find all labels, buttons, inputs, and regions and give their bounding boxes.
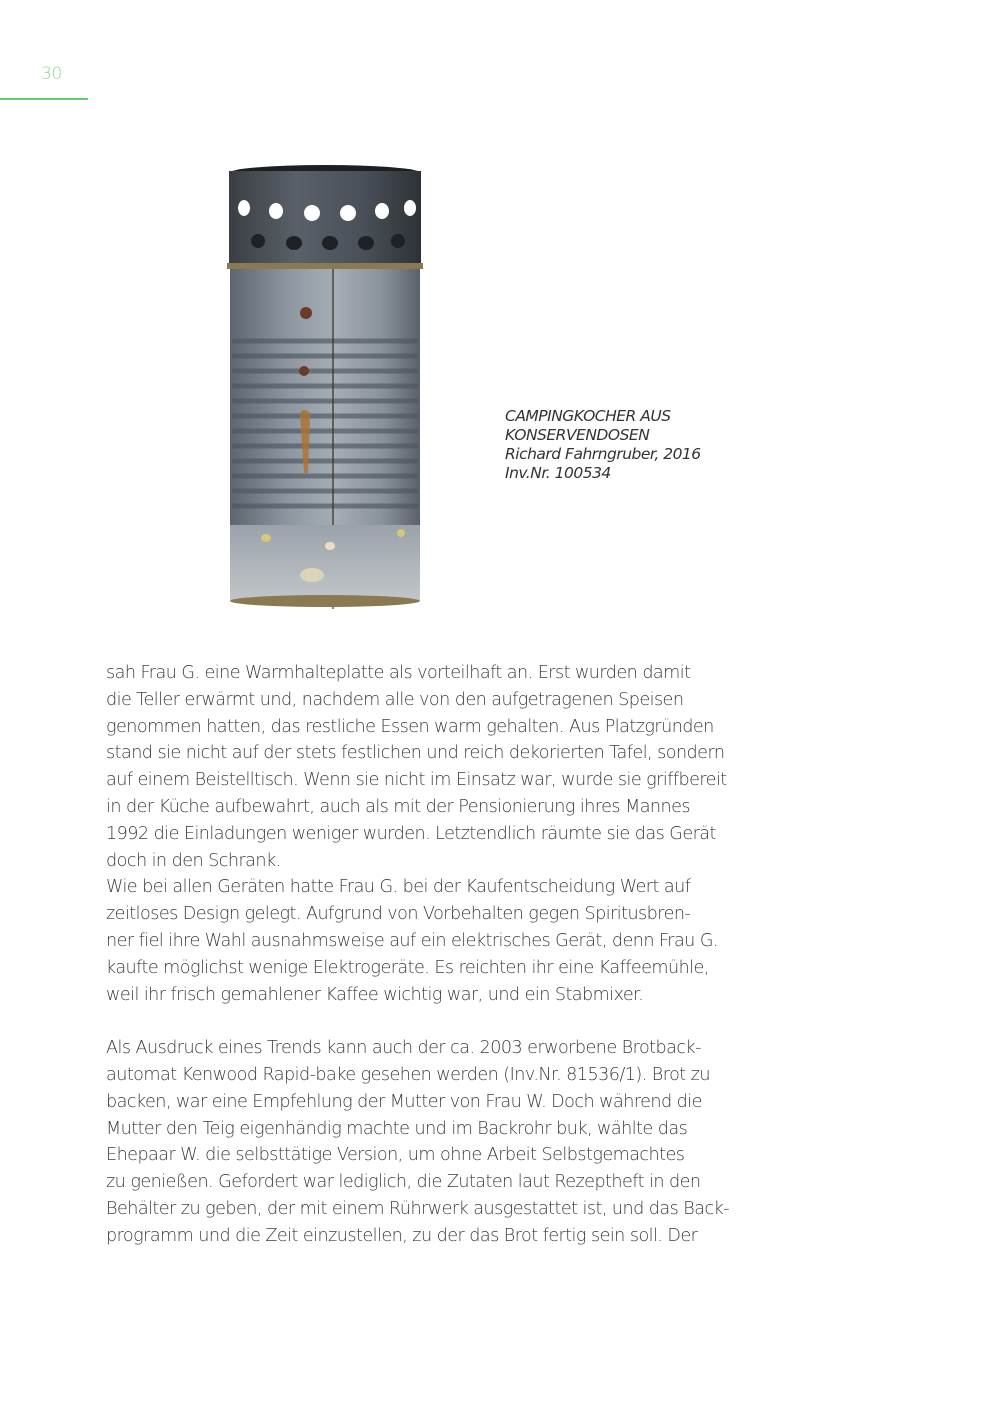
text-line: kaufte möglichst wenige Elektrogeräte. Es reichten ihr eine Kaffeemühle, — [106, 957, 709, 978]
text-line: automat Kenwood Rapid-bake gesehen werden (Inv.Nr. 81536/1). Brot zu — [106, 1064, 710, 1085]
caption-inventory-number: Inv.Nr. 100534 — [505, 464, 611, 482]
text-line: zu genießen. Gefordert war lediglich, die Zutaten laut Rezeptheft in den — [106, 1172, 701, 1193]
text-line: Wie bei allen Geräten hatte Frau G. bei der Kaufentscheidung Wert auf — [106, 877, 691, 898]
text-line: Behälter zu geben, der mit einem Rührwerk ausgestattet ist, und das Back- — [106, 1198, 730, 1219]
text-line: stand sie nicht auf der stets festlichen und reich dekorierten Tafel, sondern — [106, 743, 725, 764]
text-line: in der Küche aufbewahrt, auch als mit der Pensionierung ihres Mannes — [106, 796, 691, 817]
caption-title-line1: CAMPINGKOCHER AUS — [505, 407, 671, 425]
text-line: backen, war eine Empfehlung der Mutter von Frau W. Doch während die — [106, 1091, 702, 1112]
paragraph-2 — [106, 874, 786, 1008]
caption-title-line2: KONSERVENDOSEN — [505, 426, 650, 444]
caption-author-year: Richard Fahrngruber, 2016 — [505, 445, 701, 463]
text-line: doch in den Schrank. — [106, 850, 281, 871]
text-line: genommen hatten, das restliche Essen warm gehalten. Aus Platzgründen — [106, 716, 714, 737]
text-line: die Teller erwärmt und, nachdem alle von den aufgetragenen Speisen — [106, 689, 684, 710]
figure-caption — [505, 407, 701, 483]
text-line: ner fiel ihre Wahl ausnahmsweise auf ein elektrisches Gerät, denn Frau G. — [106, 930, 718, 951]
text-line: auf einem Beistelltisch. Wenn sie nicht im Einsatz war, wurde sie griffbereit — [106, 770, 727, 791]
text-line: programm und die Zeit einzustellen, zu der das Brot fertig sein soll. Der — [106, 1225, 698, 1246]
page-number: 30 — [41, 64, 62, 84]
text-line: Ehepaar W. die selbsttätige Version, um ohne Arbeit Selbstgemachtes — [106, 1145, 685, 1166]
page-number-rule — [0, 98, 88, 100]
camping-stove-photo — [226, 163, 424, 609]
body-text — [106, 660, 786, 1250]
paragraph-3 — [106, 1035, 786, 1249]
text-line: sah Frau G. eine Warmhalteplatte als vorteilhaft an. Erst wurden damit — [106, 663, 691, 683]
text-line: weil ihr frisch gemahlener Kaffee wichtig war, und ein Stabmixer. — [106, 984, 644, 1005]
paragraph-1 — [106, 660, 786, 874]
text-line: Mutter den Teig eigenhändig machte und im Backrohr buk, wählte das — [106, 1118, 688, 1139]
text-line: 1992 die Einladungen weniger wurden. Letztendlich räumte sie das Gerät — [106, 823, 716, 844]
paragraph-spacer — [106, 1008, 786, 1035]
text-line: zeitloses Design gelegt. Aufgrund von Vorbehalten gegen Spiritusbren- — [106, 904, 691, 925]
text-line: Als Ausdruck eines Trends kann auch der ca. 2003 erworbene Brotback- — [106, 1038, 701, 1059]
